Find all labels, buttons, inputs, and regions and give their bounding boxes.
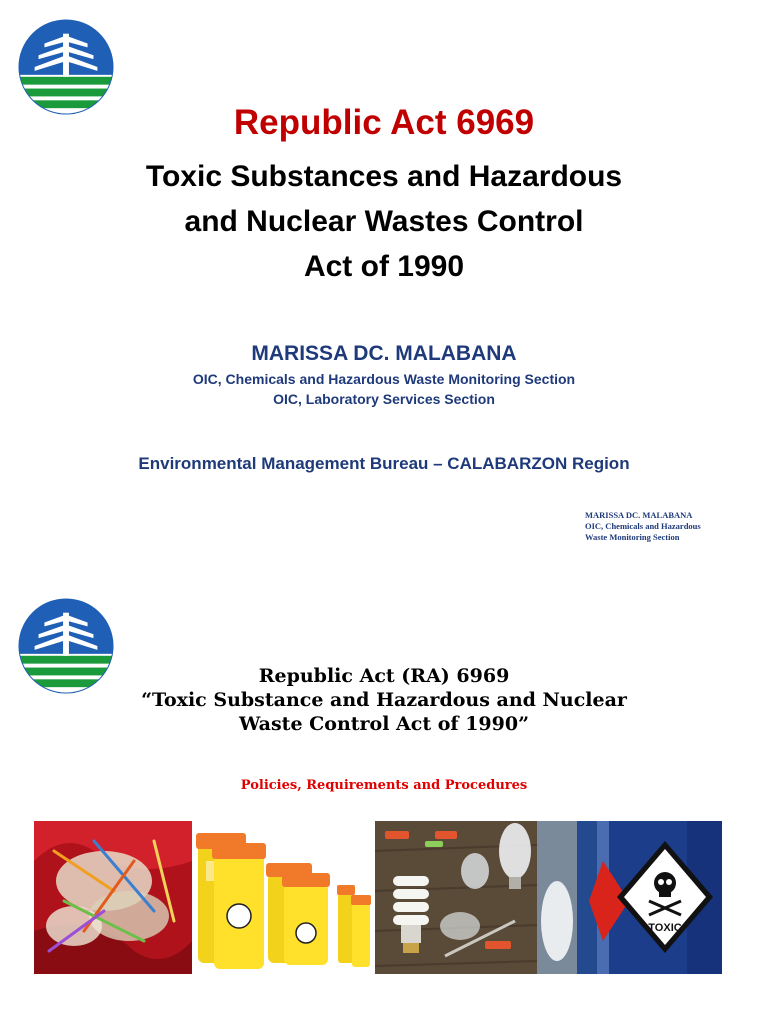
presenter-name: MARISSA DC. MALABANA [251, 342, 517, 365]
office-name: Environmental Management Bureau – CALABARZON Region [138, 454, 630, 473]
footer-line: MARISSA DC. MALABANA [585, 510, 693, 520]
toxic-sign-label: TOXIC [648, 922, 682, 934]
toxic-barrels-photo [537, 821, 722, 974]
slide1-subtitle [84, 154, 684, 289]
slide1-title: Republic Act 6969 [233, 103, 535, 142]
subtitle-line: and Nuclear Wastes Control [184, 205, 584, 238]
denr-logo [17, 18, 115, 116]
subtitle-line: Act of 1990 [303, 250, 465, 283]
slide-footer [585, 510, 755, 543]
footer-line: Waste Monitoring Section [585, 532, 680, 542]
light-bulbs-photo [375, 821, 537, 974]
title-line: “Toxic Substance and Hazardous and Nuclear [141, 689, 627, 711]
slide2-title [0, 664, 768, 736]
presenter-role: OIC, Chemicals and Hazardous Waste Monitoring Section [192, 371, 576, 387]
denr-logo-icon [17, 18, 115, 116]
footer-line: OIC, Chemicals and Hazardous [585, 521, 701, 531]
policies-heading: Policies, Requirements and Procedures [240, 778, 528, 793]
sharps-containers-photo [192, 821, 374, 974]
title-line: Waste Control Act of 1990” [238, 713, 530, 735]
subtitle-line: Toxic Substances and Hazardous [145, 160, 623, 193]
presenter-role: OIC, Laboratory Services Section [273, 391, 495, 407]
title-line: Republic Act (RA) 6969 [258, 665, 510, 687]
medical-waste-photo [34, 821, 192, 974]
